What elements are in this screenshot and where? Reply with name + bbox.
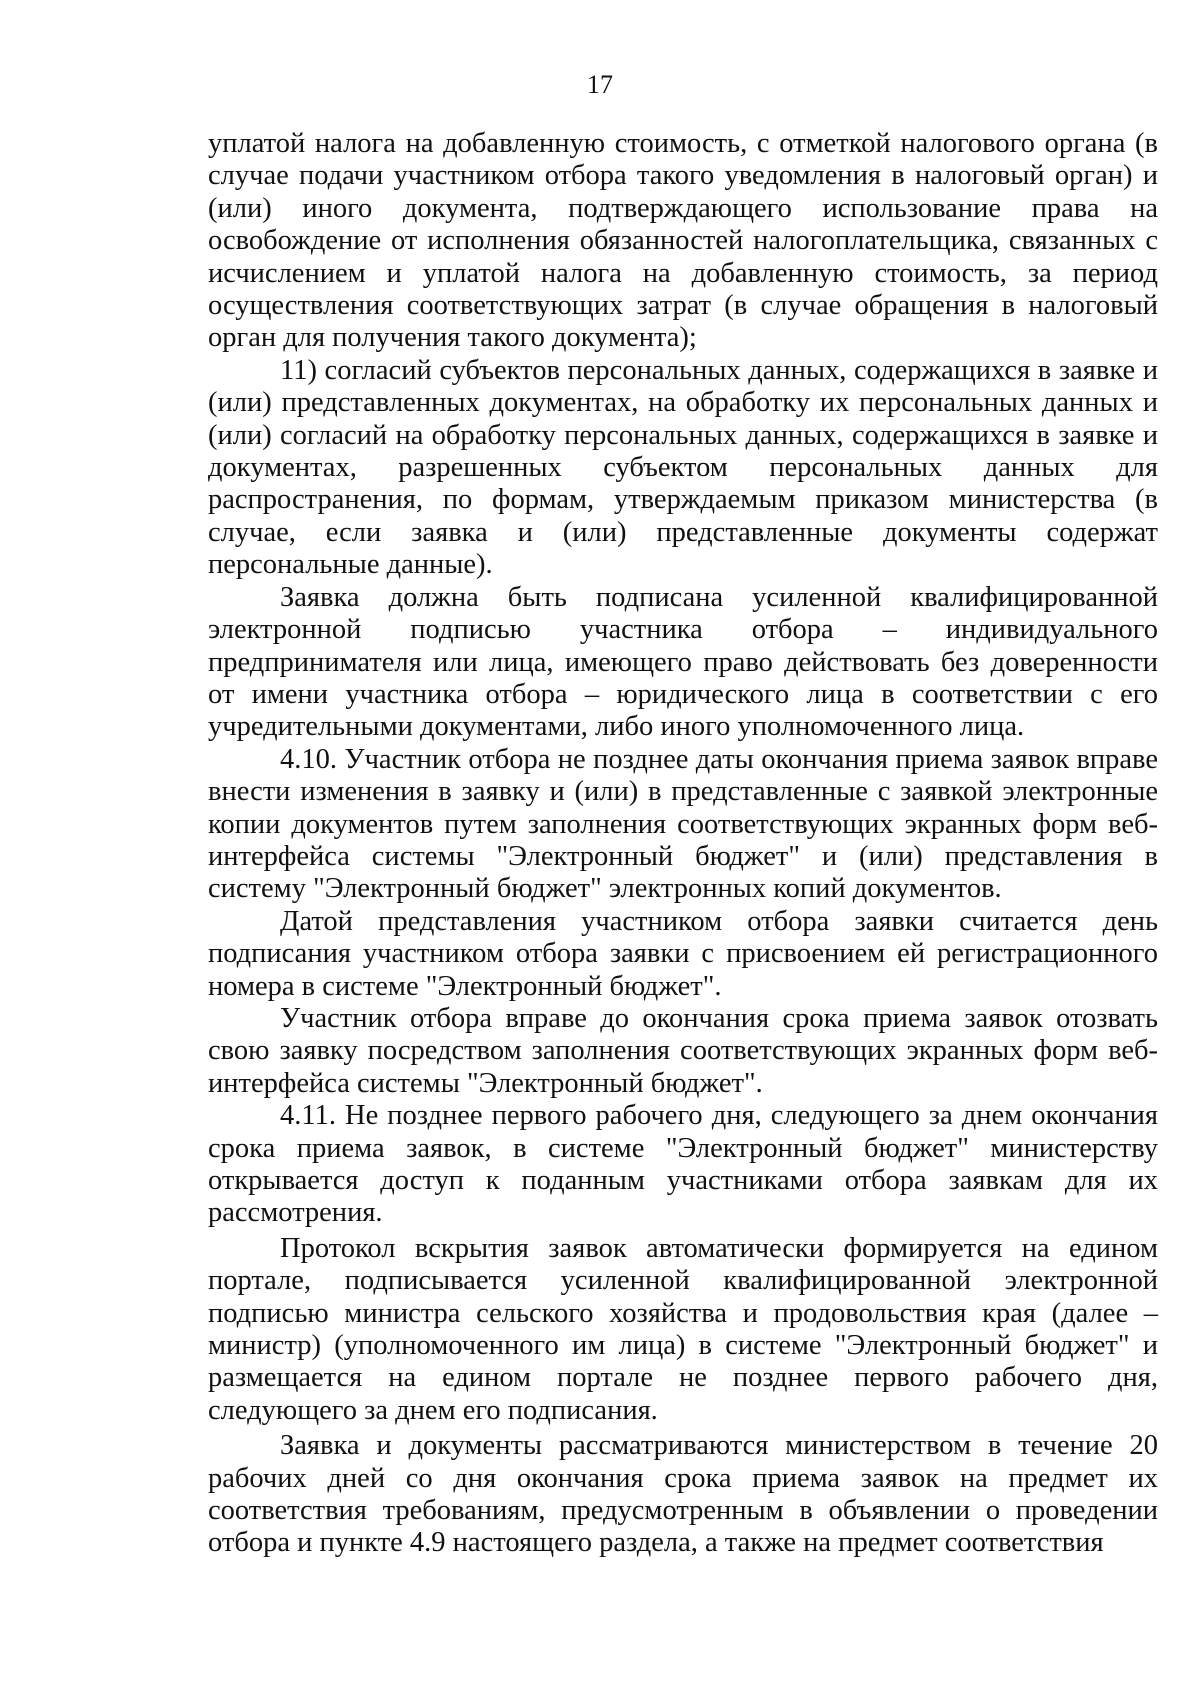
paragraph-section-4-11: 4.11. Не позднее первого рабочего дня, следующего за днем окончания срока приема заявок, в системе "Электронный бюджет" министерству открывается доступ к поданным участниками отбора заявкам для их рассмотрения. (208, 1100, 1158, 1229)
paragraph-opening-protocol: Протокол вскрытия заявок автоматически формируется на едином портале, подписывается усиленной квалифицированной электронной подписью министра сельского хозяйства и продовольствия края (далее – министр) (уполномоченного им лица) в системе "Электронный бюджет" и размещается на едином портале не позднее первого рабочего дня, следующего за днем его подписания. (208, 1232, 1158, 1426)
page-number: 17 (587, 70, 613, 99)
paragraph-application-signature: Заявка должна быть подписана усиленной квалифицированной электронной подписью участника отбора – индивидуального предпринимателя или лица, имеющего право действовать без доверенности от имени участника отбора – юридического лица в соответствии с его учредительными документами, либо иного уполномоченного лица. (208, 581, 1158, 743)
paragraph-submission-date: Датой представления участником отбора заявки считается день подписания участником отбора заявки с присвоением ей регистрационного номера в системе "Электронный бюджет". (208, 905, 1158, 1002)
paragraph-item-11-consents: 11) согласий субъектов персональных данных, содержащихся в заявке и (или) представленных документах, на обработку их персональных данных и (или) согласий на обработку персональных данных, содержащихся в заявке и документах, разрешенных субъектом персональных данных для распространения, по формам, утверждаемым приказом министерства (в случае, если заявка и (или) представленные документы содержат персональные данные). (208, 354, 1158, 581)
paragraph-withdrawal: Участник отбора вправе до окончания срока приема заявок отозвать свою заявку посредством заполнения соответствующих экранных форм веб-интерфейса системы "Электронный бюджет". (208, 1002, 1158, 1099)
document-body (208, 128, 1158, 1560)
paragraph-review-period: Заявка и документы рассматриваются министерством в течение 20 рабочих дней со дня окончания срока приема заявок на предмет их соответствия требованиям, предусмотренным в объявлении о проведении отбора и пункте 4.9 настоящего раздела, а также на предмет соответствия (208, 1430, 1158, 1559)
paragraph-vat-document: уплатой налога на добавленную стоимость, с отметкой налогового органа (в случае подачи участником отбора такого уведомления в налоговый орган) и (или) иного документа, подтверждающего использование права на освобождение от исполнения обязанностей налогоплательщика, связанных с исчислением и уплатой налога на добавленную стоимость, за период осуществления соответствующих затрат (в случае обращения в налоговый орган для получения такого документа); (208, 128, 1158, 354)
paragraph-section-4-10: 4.10. Участник отбора не позднее даты окончания приема заявок вправе внести изменения в заявку и (или) в представленные с заявкой электронные копии документов путем заполнения соответствующих экранных форм веб-интерфейса системы "Электронный бюджет" и (или) представления в систему "Электронный бюджет" электронных копий документов. (208, 743, 1158, 905)
